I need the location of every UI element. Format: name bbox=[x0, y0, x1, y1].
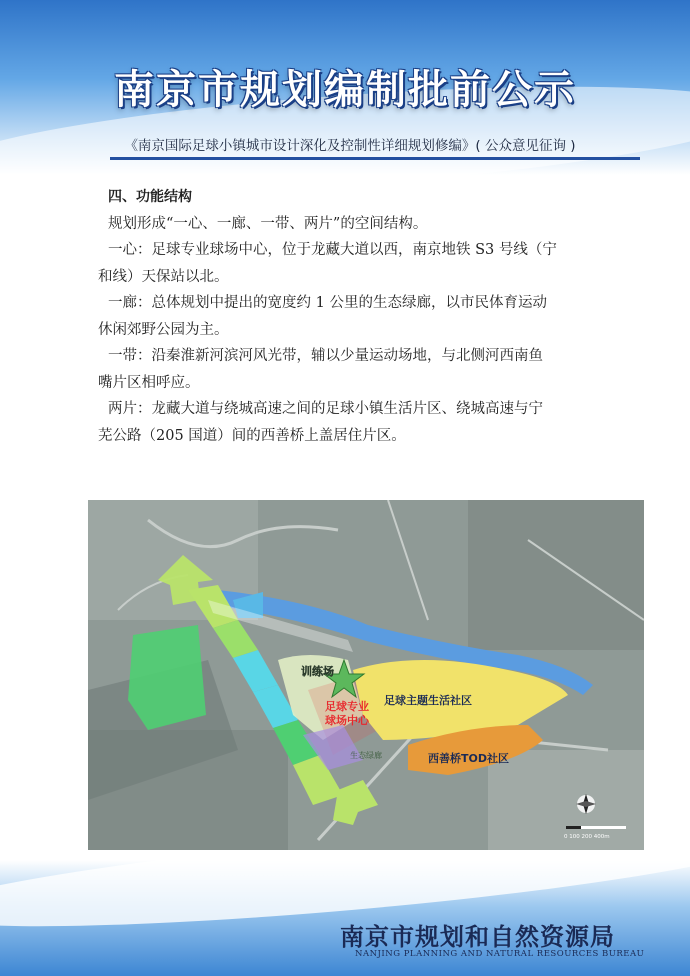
org-name-cn: 南京市规划和自然资源局 bbox=[340, 922, 615, 951]
org-name-en: NANJING PLANNING AND NATURAL RESOURCES BUREAU bbox=[355, 949, 645, 959]
scale-bar-label: 0 100 200 400m bbox=[564, 834, 610, 840]
label-community: 足球主题生活社区 bbox=[384, 694, 472, 707]
paragraph-center-line2: 和线）天保站以北。 bbox=[98, 268, 229, 285]
paragraph-zones-line2: 芜公路（205 国道）间的西善桥上盖居住片区。 bbox=[98, 427, 406, 444]
page-subtitle: 《南京国际足球小镇城市设计深化及控制性详细规划修编》( 公众意见征询 ) bbox=[124, 138, 576, 154]
structure-map bbox=[88, 500, 644, 850]
scale-bar-seg bbox=[566, 826, 581, 829]
map-area-ne bbox=[468, 500, 644, 650]
label-stadium-line2: 球场中心 bbox=[325, 714, 369, 727]
structure-map-svg bbox=[88, 500, 644, 850]
label-tod: 西善桥TOD社区 bbox=[428, 752, 509, 765]
green-parcel-west bbox=[128, 625, 206, 730]
paragraph-corridor-line2: 休闲郊野公园为主。 bbox=[98, 321, 229, 338]
paragraph-belt-line1: 一带：沿秦淮新河滨河风光带，辅以少量运动场地，与北侧河西南鱼 bbox=[108, 348, 543, 364]
paragraph-belt-line2: 嘴片区相呼应。 bbox=[98, 374, 200, 391]
paragraph-structure: 规划形成“一心、一廊、一带、两片”的空间结构。 bbox=[108, 215, 428, 232]
paragraph-center-line1: 一心：足球专业球场中心，位于龙藏大道以西，南京地铁 S3 号线（宁 bbox=[108, 242, 557, 258]
label-eco-corridor: 生态绿廊 bbox=[350, 751, 382, 760]
subtitle-divider bbox=[110, 157, 640, 160]
page-title: 南京市规划编制批前公示 bbox=[114, 66, 576, 113]
document-body bbox=[98, 184, 644, 449]
label-stadium-line1: 足球专业 bbox=[325, 700, 369, 713]
section-heading: 四、功能结构 bbox=[108, 189, 192, 205]
label-training: 训练场 bbox=[301, 665, 334, 678]
paragraph-zones-line1: 两片：龙藏大道与绕城高速之间的足球小镇生活片区、绕城高速与宁 bbox=[108, 401, 543, 417]
paragraph-corridor-line1: 一廊：总体规划中提出的宽度约 1 公里的生态绿廊，以市民体育运动 bbox=[108, 295, 547, 311]
